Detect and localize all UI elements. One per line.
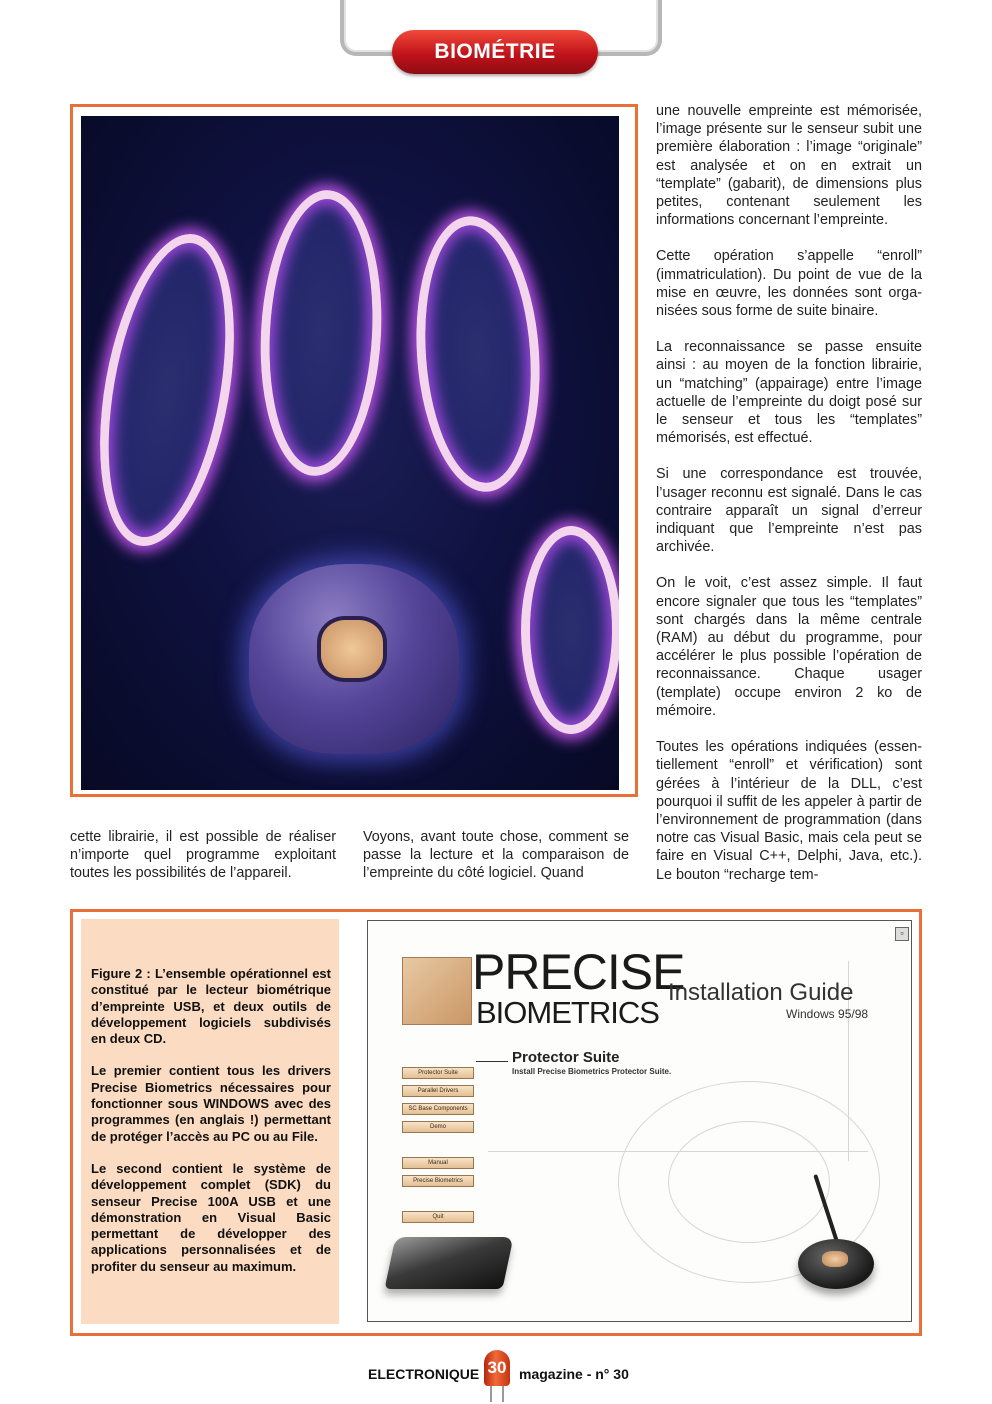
led-leg bbox=[502, 1386, 504, 1402]
menu-button-quit[interactable]: Quit bbox=[402, 1211, 474, 1223]
figure-2 bbox=[70, 909, 922, 1336]
footer-issue: magazine - n° 30 bbox=[519, 1366, 629, 1382]
reader-device-image bbox=[798, 1239, 874, 1289]
selected-item-description: Install Precise Biometrics Protector Suite. bbox=[512, 1067, 672, 1076]
paragraph: une nouvelle empreinte est mémorisée, l’image présente sur le senseur subit une première élaboration : l’image “originale” est analysée et on en extrait un “template” (gabarit), de dimensions plus petites, contenant seulement les informations concernant l’empreinte. bbox=[656, 103, 922, 229]
footer-magazine-name: ELECTRONIQUE bbox=[368, 1366, 480, 1382]
selected-item-title: Protector Suite bbox=[512, 1049, 620, 1066]
sketch-decoration bbox=[668, 1121, 830, 1243]
sketch-decoration bbox=[848, 961, 909, 1161]
menu-button-manual[interactable]: Manual bbox=[402, 1157, 474, 1169]
figure-2-caption bbox=[81, 919, 339, 1324]
fingerprint-ellipse bbox=[81, 224, 255, 557]
reader-sensor-window bbox=[822, 1251, 848, 1267]
paragraph: On le voit, c’est assez simple. Il faut encore signaler que tous les “templates” sont chargés dans la même centrale (RAM) au début du programme, pour accélérer le plus possible l’opération de reconnaissance. Chaque usager (template) occupe environ 2 ko de mémoire. bbox=[656, 575, 922, 719]
caption-paragraph: Figure 2 : L’ensemble opérationnel est constitué par le lecteur biométrique d’empreinte USB, et deux outils de développement logiciels subdivisés en deux CD. bbox=[91, 966, 331, 1047]
page-footer bbox=[0, 1348, 992, 1404]
menu-button-protector-suite[interactable]: Protector Suite bbox=[402, 1067, 474, 1079]
menu-button-parallel-drivers[interactable]: Parallel Drivers bbox=[402, 1085, 474, 1097]
sketch-decoration bbox=[488, 1151, 868, 1152]
menu-button-precise-biometrics[interactable]: Precise Biometrics bbox=[402, 1175, 474, 1187]
section-title: BIOMÉTRIE bbox=[392, 30, 598, 74]
page-number-led: 30 bbox=[484, 1350, 510, 1386]
reader-sensor-window bbox=[317, 616, 387, 682]
fingerprint-ellipse bbox=[408, 212, 549, 496]
installer-screenshot bbox=[367, 920, 912, 1322]
restore-window-button[interactable]: ▫ bbox=[895, 927, 909, 941]
fingerprint-reader bbox=[249, 564, 459, 754]
paragraph: Si une correspondance est trouvée, l’usager reconnu est signalé. Dans le cas contraire apparaît un signal d’erreur indiquant que l’empreinte n’est pas archivée. bbox=[656, 466, 922, 556]
paragraph: Toutes les opérations indiquées (essentiellement “enroll” et vérification) sont gérées à l’intérieur de la DLL, c’est pourquoi il suffit de les appeler à partir de l’environnement de programmation (dans notre cas Visual Basic, mais cela peut se faire en Visual C++, Delphi, Java, etc.). Le bouton “recharge tem- bbox=[656, 739, 922, 883]
fingerprint-ellipse bbox=[521, 526, 619, 734]
figure-1 bbox=[70, 104, 638, 797]
caption-paragraph: Le premier contient tous les drivers Precise Biometrics nécessaires pour fonctionner sous WINDOWS avec des programmes (en anglais !) permettant de protéger l’accès au PC ou au File. bbox=[91, 1063, 331, 1144]
paragraph: La reconnaissance se passe ensuite ainsi : au moyen de la fonction librairie, un “matching” (appairage) entre l’image actuelle de l’empreinte du doigt posé sur le senseur et tous les “templates” mémorisés, est effectué. bbox=[656, 339, 922, 447]
menu-button-demo[interactable]: Demo bbox=[402, 1121, 474, 1133]
brand-name-line1: PRECISE bbox=[472, 944, 685, 1000]
usb-reader-device-image bbox=[384, 1237, 513, 1289]
fingerprint-ellipse bbox=[254, 187, 389, 479]
hand-thumbnail-image bbox=[402, 957, 472, 1025]
led-leg bbox=[490, 1386, 492, 1402]
selection-connector bbox=[476, 1061, 508, 1062]
fingerprint-photo bbox=[81, 116, 619, 790]
menu-button-sc-base-components[interactable]: SC Base Components bbox=[402, 1103, 474, 1115]
guide-title: Installation Guide bbox=[668, 979, 854, 1006]
article-column-a: cette librairie, il est possible de réaliser n’importe quel programme exploitant toutes les possibilités de l’appareil. bbox=[70, 829, 336, 882]
guide-subtitle: Windows 95/98 bbox=[786, 1007, 869, 1021]
caption-paragraph: Le second contient le système de développement complet (SDK) du senseur Precise 100A USB et une démonstration en Visual Basic permettant de développer des applications personnalisées et de profiter du senseur au maximum. bbox=[91, 1160, 331, 1274]
article-column-b: Voyons, avant toute chose, comment se passe la lecture et la comparaison de l’empreinte du côté logiciel. Quand bbox=[363, 829, 629, 882]
article-column-right bbox=[656, 102, 922, 884]
brand-name-line2: BIOMETRICS bbox=[476, 995, 659, 1030]
paragraph: Cette opération s’appelle “enroll” (immatriculation). Du point de vue de la mise en œuvre, les données sont organisées sous forme de suite binaire. bbox=[656, 248, 922, 320]
